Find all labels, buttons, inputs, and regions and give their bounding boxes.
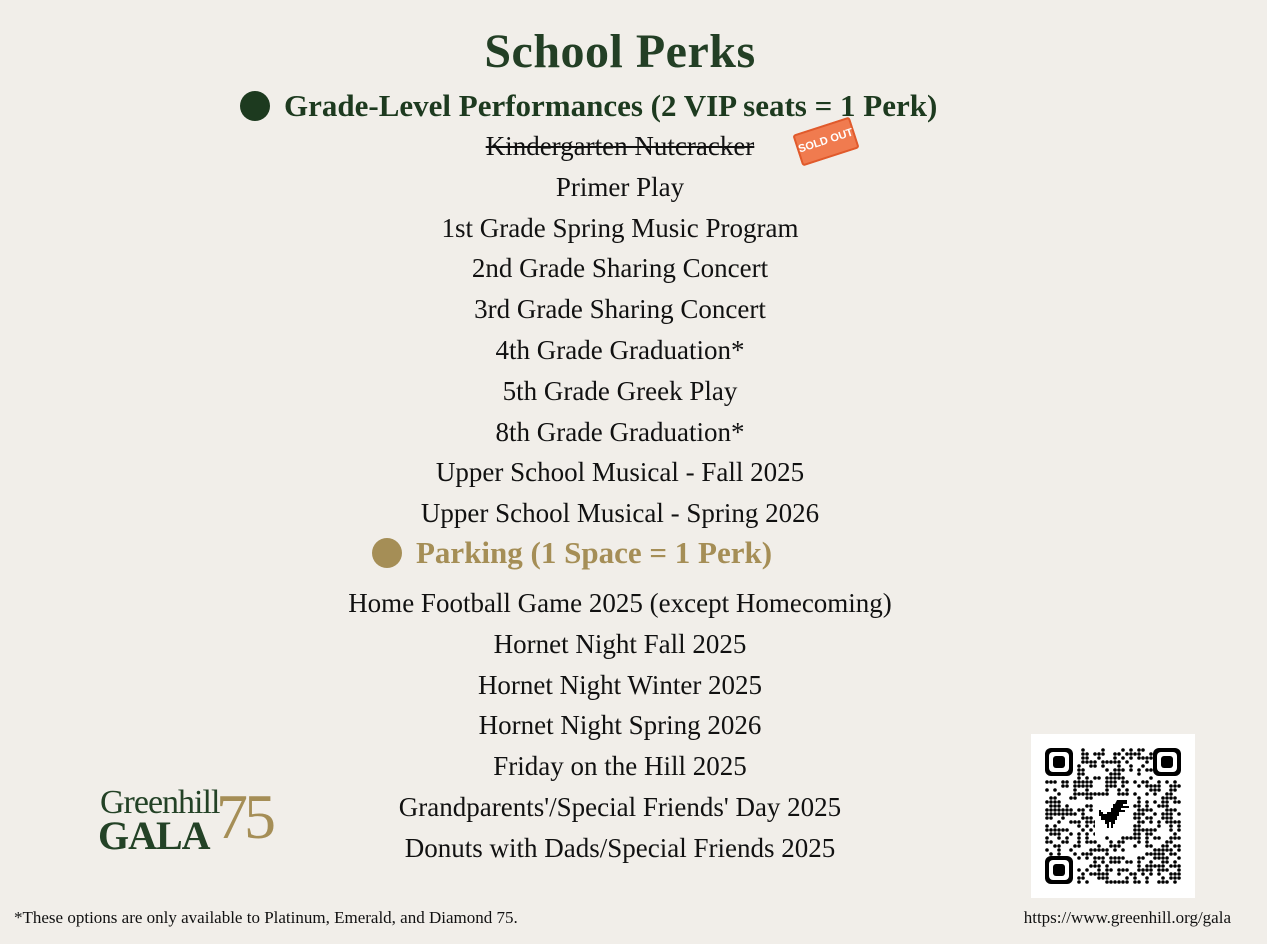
list-item: 8th Grade Graduation* [495,416,745,447]
sold-out-badge: SOLD OUT [792,117,859,167]
greenhill-gala-logo [96,782,282,856]
list-item: 4th Grade Graduation* [495,334,745,365]
list-item: 2nd Grade Sharing Concert [471,253,769,284]
sold-out-item [485,126,855,167]
list-item: Grandparents'/Special Friends' Day 2025 [398,791,842,822]
list-item: Hornet Night Winter 2025 [477,669,763,700]
list-item: 3rd Grade Sharing Concert [474,294,766,325]
list-item: Home Football Game 2025 (except Homecoming) [348,588,892,618]
list-item: Upper School Musical - Spring 2026 [420,498,820,529]
sold-out-item-text: Kindergarten Nutcracker [485,131,755,161]
list-item: 5th Grade Greek Play [502,375,738,406]
logo-line-1: Greenhill [100,784,220,821]
parking-heading-text: Parking (1 Space = 1 Perk) [416,535,773,570]
gala-url[interactable]: https://www.greenhill.org/gala [1023,908,1231,927]
list-item: 1st Grade Spring Music Program [441,212,799,243]
list-item [0,126,1240,167]
list-item: Hornet Night Fall 2025 [493,628,747,659]
parking-heading [372,535,772,571]
performances-list [0,126,1240,534]
bullet-dot-green [240,91,270,121]
list-item: Upper School Musical - Fall 2025 [435,457,805,488]
bullet-dot-gold [372,538,402,568]
list-item: Primer Play [555,171,685,202]
list-item: Friday on the Hill 2025 [493,751,747,782]
list-item: Hornet Night Spring 2026 [478,710,762,741]
page-title: School Perks [484,25,756,78]
qr-code-graphic [1031,734,1195,898]
performances-heading-text: Grade-Level Performances (2 VIP seats = 1 Perk) [284,88,938,123]
logo-line-2: GALA [98,813,210,858]
logo-number: 75 [216,781,272,852]
footnote: *These options are only available to Platinum, Emerald, and Diamond 75. [14,908,518,927]
performances-heading [240,88,937,124]
dinosaur-icon [1095,796,1131,836]
qr-code [1031,734,1195,898]
list-item: Donuts with Dads/Special Friends 2025 [404,832,836,863]
